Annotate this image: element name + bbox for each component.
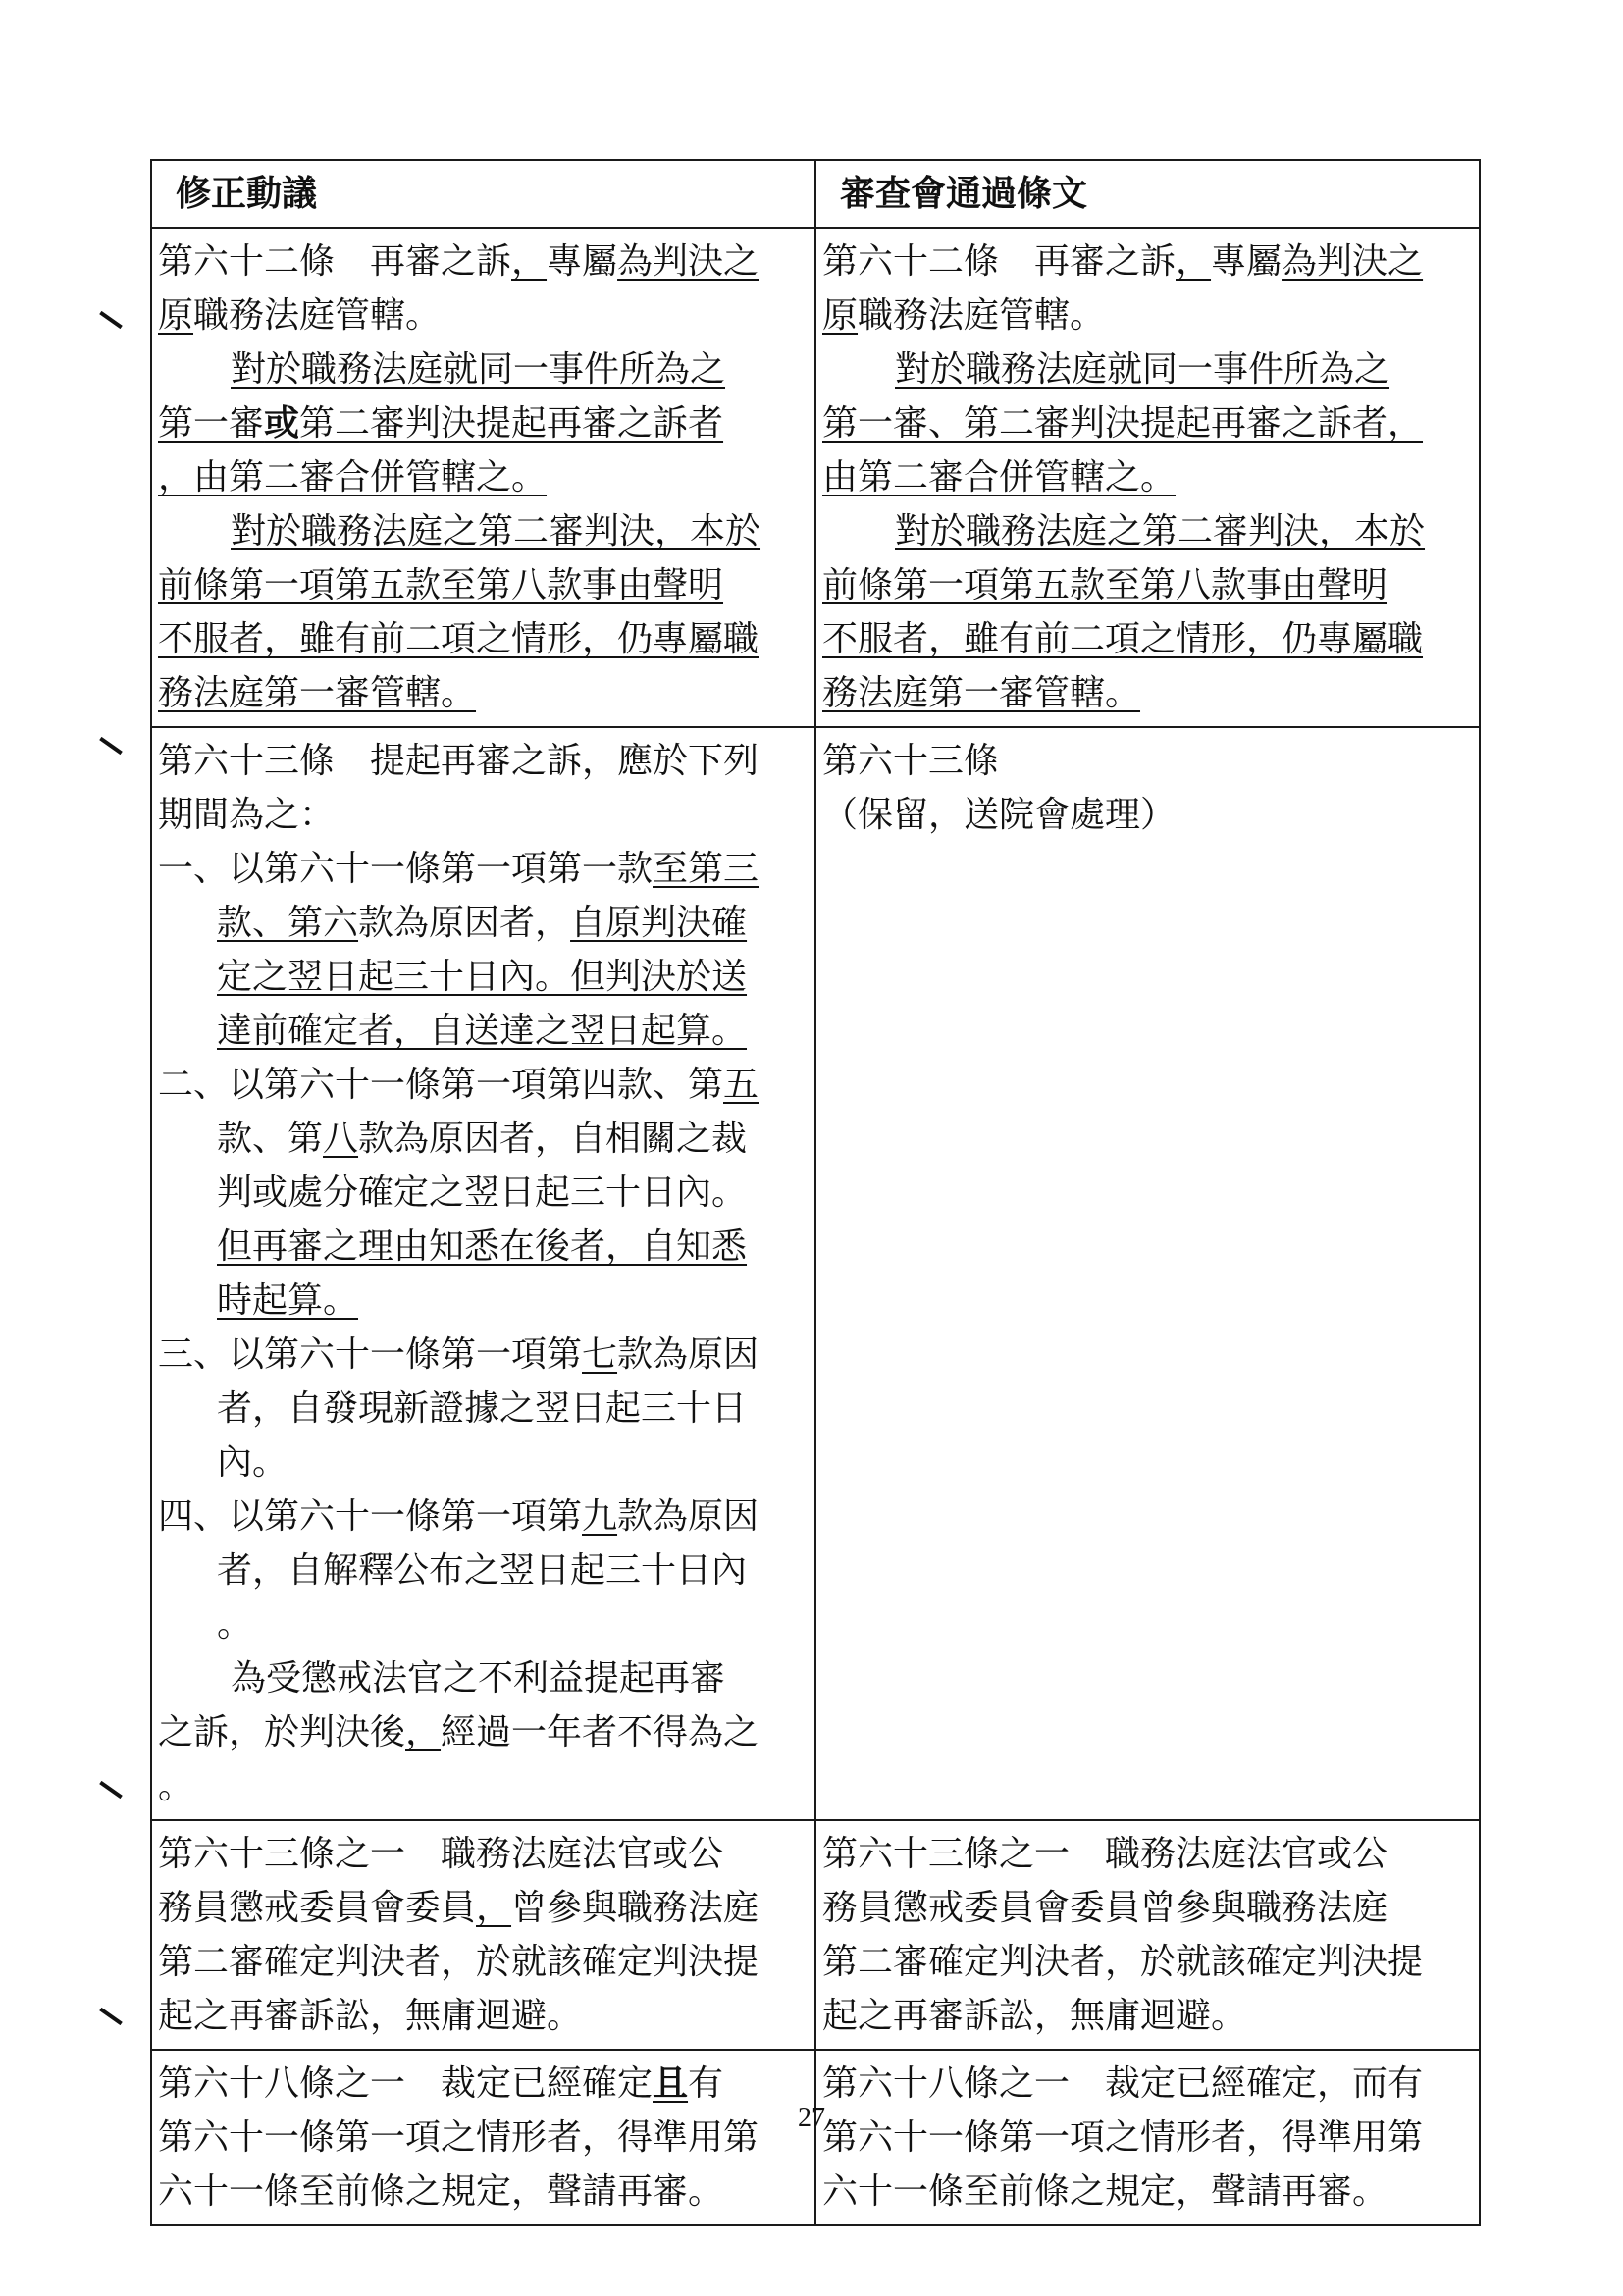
article-63-1-left: 第六十三條之一 職務法庭法官或公 務員懲戒委員會委員，曾參與職務法庭 第二審確定判決者，於就該確定判決提 起之再審訴訟，無庸迴避。 xyxy=(151,1820,815,2050)
page-number: 27 xyxy=(798,2103,825,2133)
article-63-1-row xyxy=(151,1820,1480,2050)
article-68-1-left: 第六十八條之一 裁定已經確定且有 第六十一條第一項之情形者，得準用第 六十一條至前條之規定，聲請再審。 xyxy=(151,2050,815,2225)
article-62-right: 第六十二條 再審之訴，專屬為判決之 原職務法庭管轄。 對於職務法庭就同一事件所為之 第一審、第二審判決提起再審之訴者， 由第二審合併管轄之。 對於職務法庭之第二審判決，本於 前條第一項第五款至第八款事由聲明 不服者，雖有前二項之情形，仍專屬職 務法庭第一審管轄。 xyxy=(815,228,1480,727)
header-row xyxy=(151,160,1480,228)
article-63-row xyxy=(151,727,1480,1820)
comparison-table xyxy=(150,159,1481,2226)
margin-mark xyxy=(99,1781,123,1799)
margin-mark xyxy=(99,311,123,329)
article-68-1-row xyxy=(151,2050,1480,2225)
article-63-right: 第六十三條 （保留，送院會處理） xyxy=(815,727,1480,1820)
margin-mark xyxy=(99,737,123,755)
article-62-left: 第六十二條 再審之訴，專屬為判決之 原職務法庭管轄。 對於職務法庭就同一事件所為之 第一審或第二審判決提起再審之訴者 ，由第二審合併管轄之。 對於職務法庭之第二審判決，本於 前條第一項第五款至第八款事由聲明 不服者，雖有前二項之情形，仍專屬職 務法庭第一審管轄。 xyxy=(151,228,815,727)
header-left: 修正動議 xyxy=(151,160,815,228)
article-68-1-right: 第六十八條之一 裁定已經確定，而有 第六十一條第一項之情形者，得準用第 六十一條至前條之規定，聲請再審。 xyxy=(815,2050,1480,2225)
article-62-row xyxy=(151,228,1480,727)
article-63-1-right: 第六十三條之一 職務法庭法官或公 務員懲戒委員會委員曾參與職務法庭 第二審確定判決者，於就該確定判決提 起之再審訴訟，無庸迴避。 xyxy=(815,1820,1480,2050)
margin-mark xyxy=(99,2008,123,2025)
header-right: 審查會通過條文 xyxy=(815,160,1480,228)
article-63-left: 第六十三條 提起再審之訴，應於下列 期間為之： 一、以第六十一條第一項第一款至第三 款、第六款為原因者，自原判決確 定之翌日起三十日內。但判決於送 達前確定者，自送達之翌日起算。 二、以第六十一條第一項第四款、第五 款、第八款為原因者，自相關之裁 判或處分確定之翌日起三十日內。 但再審之理由知悉在後者，自知悉 時起算。 三、以第六十一條第一項第七款為原因 者，自發現新證據之翌日起三十日 內。 四、以第六十一條第一項第九款為原因 者，自解釋公布之翌日起三十日內 。 為受懲戒法官之不利益提起再審 之訴，於判決後，經過一年者不得為之 。 xyxy=(151,727,815,1820)
